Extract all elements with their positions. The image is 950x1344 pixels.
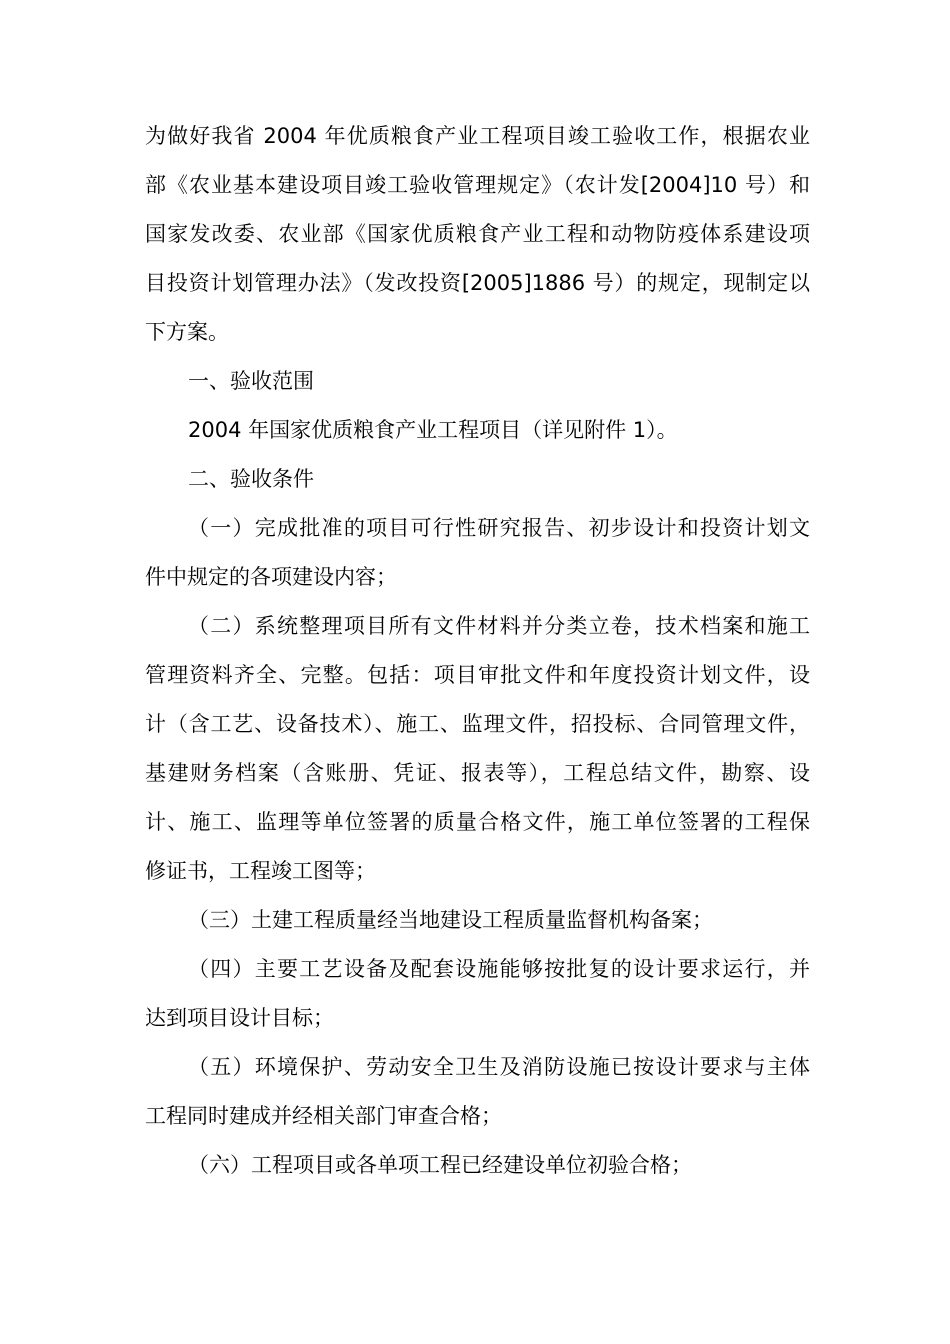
- list-item-line: 管理资料齐全、完整。包括：项目审批文件和年度投资计划文件，设: [145, 663, 810, 687]
- paragraph-line: 部《农业基本建设项目竣工验收管理规定》（农计发[2004]10 号）和: [145, 173, 810, 197]
- list-item-line: （二）系统整理项目所有文件材料并分类立卷，技术档案和施工: [188, 614, 810, 638]
- paragraph-line: 下方案。: [145, 320, 229, 344]
- list-item-line: 基建财务档案（含账册、凭证、报表等），工程总结文件，勘察、设: [145, 761, 810, 785]
- list-item-line: （四）主要工艺设备及配套设施能够按批复的设计要求运行，并: [188, 957, 810, 981]
- list-item-line: （一）完成批准的项目可行性研究报告、初步设计和投资计划文: [188, 516, 810, 540]
- paragraph-line: 目投资计划管理办法》（发改投资[2005]1886 号）的规定，现制定以: [145, 271, 810, 295]
- document-body: [145, 112, 810, 1190]
- list-item-line: 修证书，工程竣工图等；: [145, 859, 376, 883]
- paragraph-line: 为做好我省 2004 年优质粮食产业工程项目竣工验收工作，根据农业: [145, 124, 810, 148]
- list-item-line: 达到项目设计目标；: [145, 1006, 334, 1030]
- list-item-line: （三）土建工程质量经当地建设工程质量监督机构备案；: [188, 908, 713, 932]
- list-item-line: 工程同时建成并经相关部门审查合格；: [145, 1104, 502, 1128]
- list-item-line: 计、施工、监理等单位签署的质量合格文件，施工单位签署的工程保: [145, 810, 810, 834]
- paragraph-line: 2004 年国家优质粮食产业工程项目（详见附件 1）。: [188, 418, 678, 442]
- list-item-line: （六）工程项目或各单项工程已经建设单位初验合格；: [188, 1153, 692, 1177]
- list-item-line: 件中规定的各项建设内容；: [145, 565, 397, 589]
- paragraph-line: 国家发改委、农业部《国家优质粮食产业工程和动物防疫体系建设项: [145, 222, 810, 246]
- list-item-line: （五）环境保护、劳动安全卫生及消防设施已按设计要求与主体: [188, 1055, 810, 1079]
- list-item-line: 计（含工艺、设备技术）、施工、监理文件，招投标、合同管理文件，: [145, 712, 810, 736]
- section-heading-scope: 一、验收范围: [188, 369, 314, 393]
- section-heading-conditions: 二、验收条件: [188, 467, 314, 491]
